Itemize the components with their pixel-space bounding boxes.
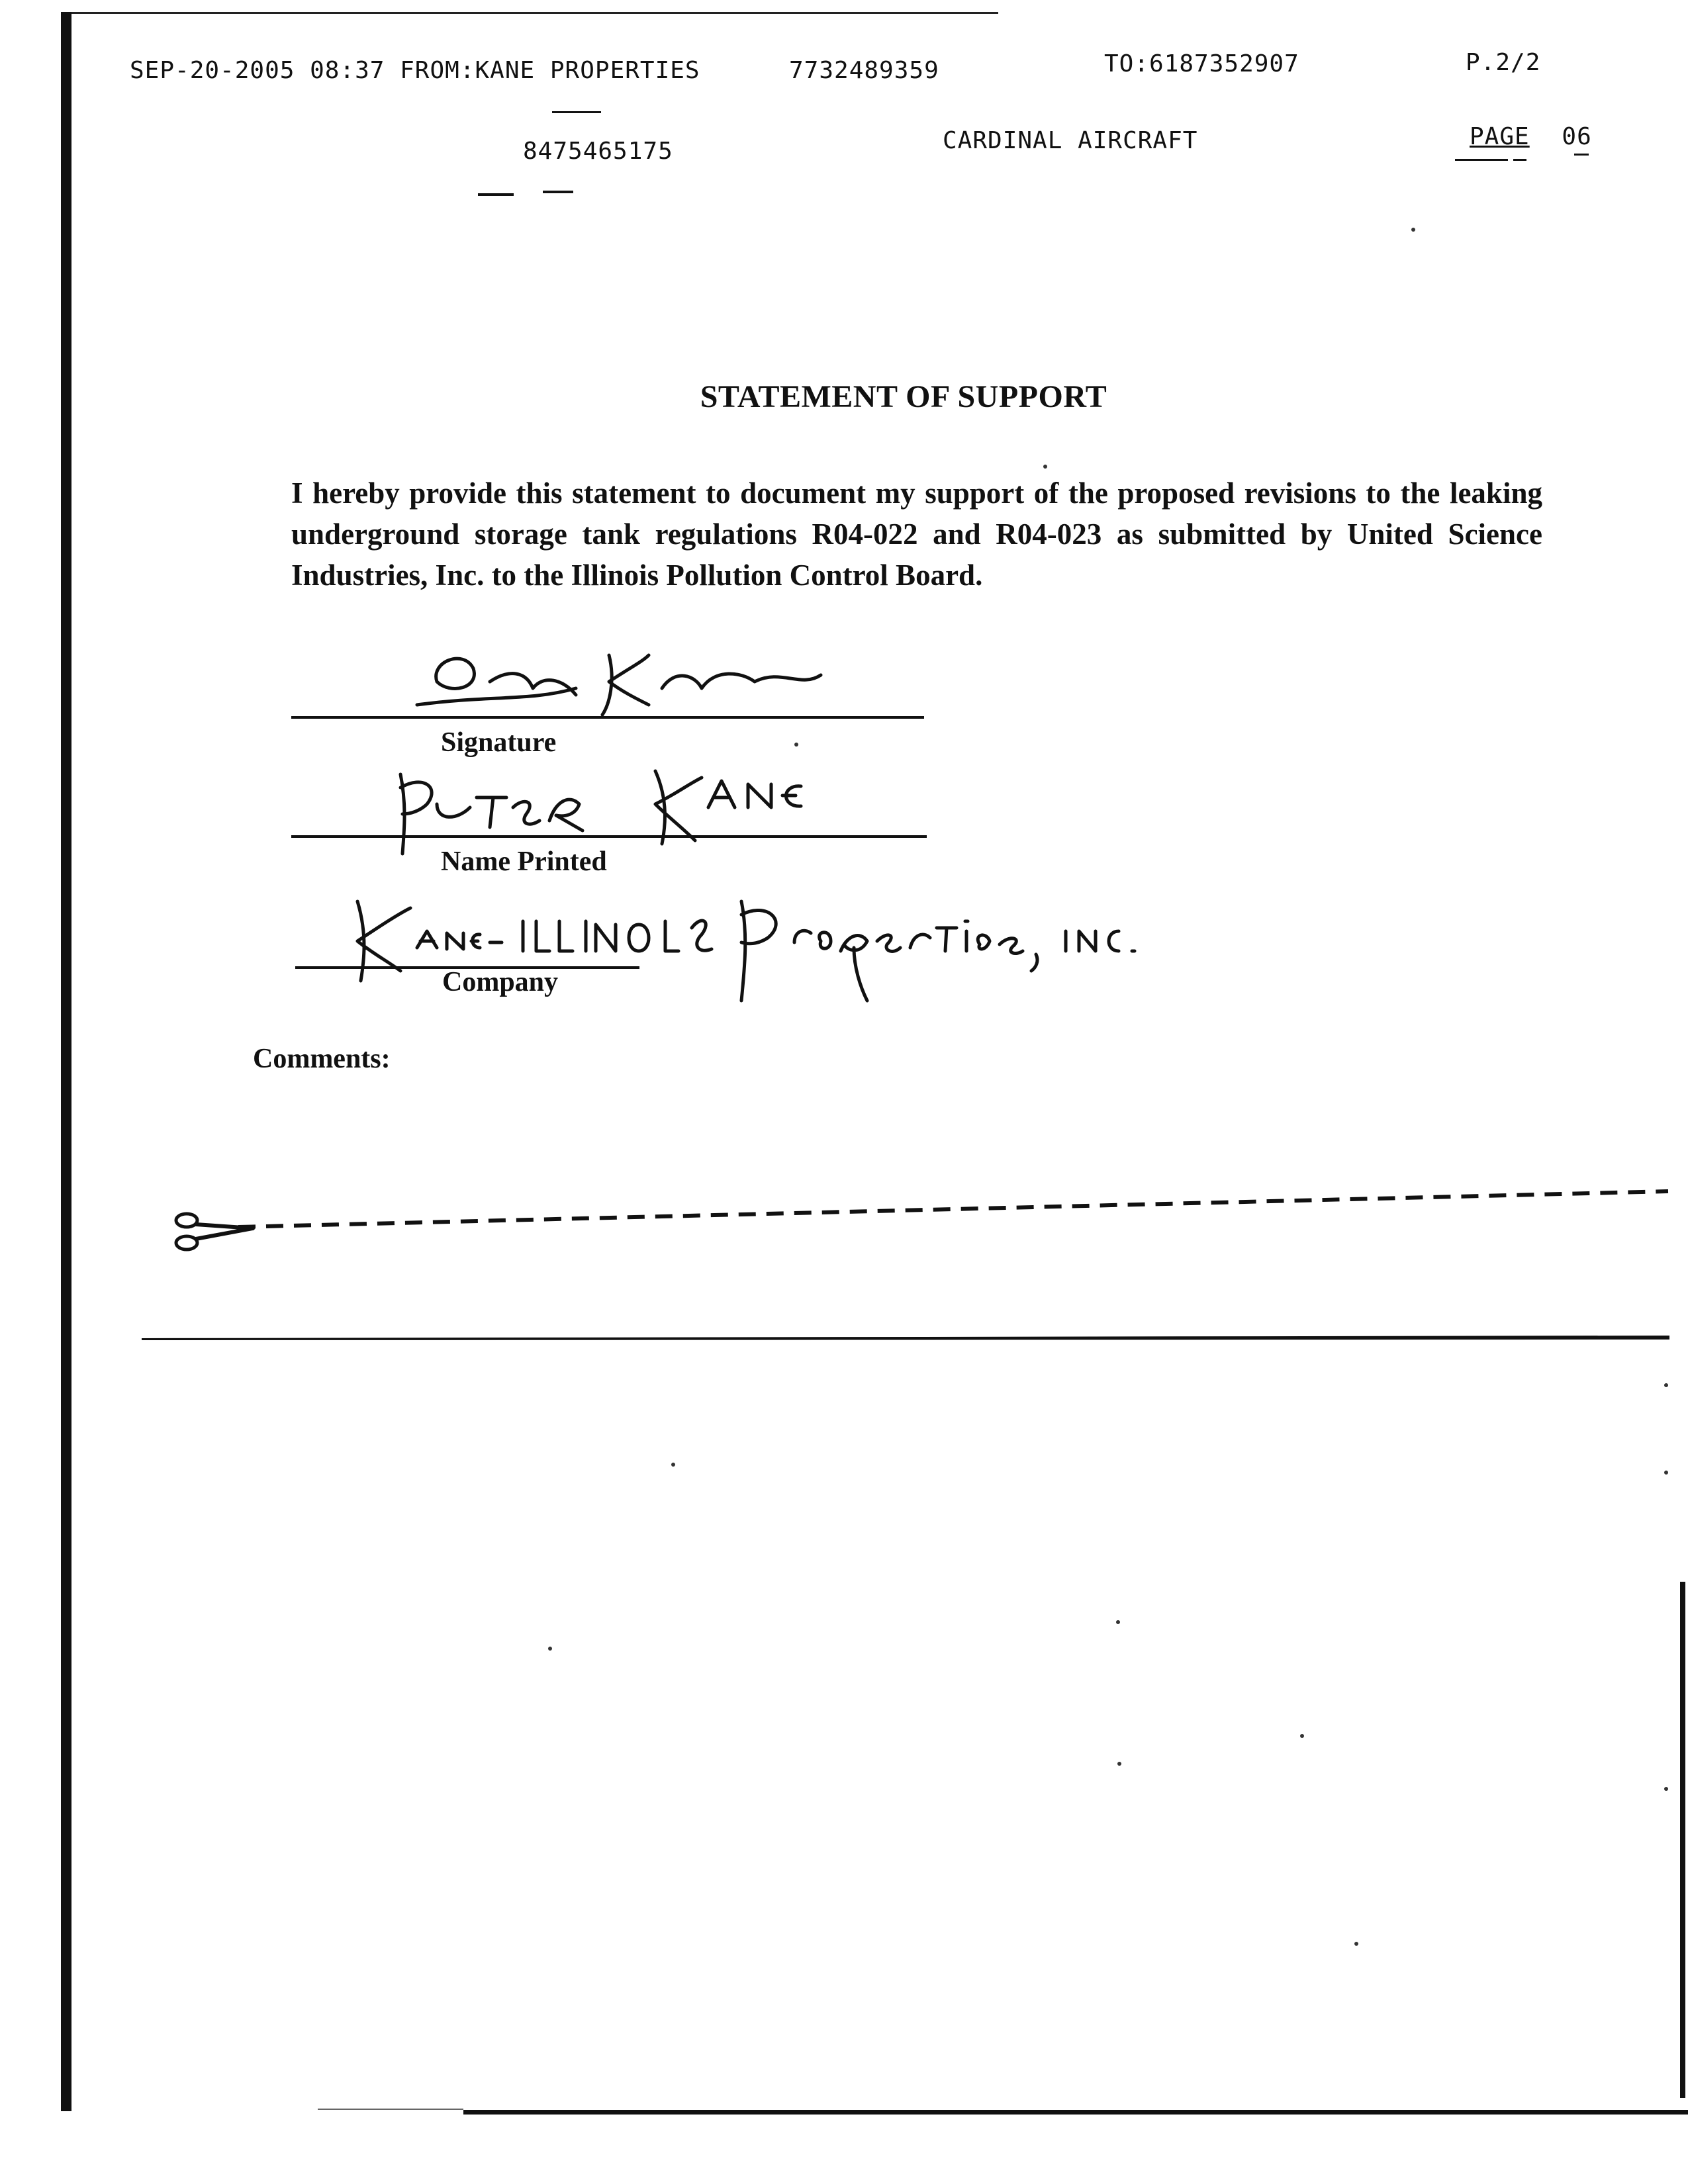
fax-header-page: P.2/2 [1466, 49, 1541, 76]
scan-speck [1117, 1762, 1121, 1766]
scan-mark [552, 111, 601, 113]
page-edge-bottom-thin [318, 2109, 463, 2110]
comments-label: Comments: [253, 1044, 391, 1074]
name-printed-line [291, 835, 927, 838]
signature-caption: Signature [441, 727, 557, 758]
scan-speck [1664, 1383, 1668, 1387]
page-edge-top [71, 12, 998, 14]
scan-speck [1664, 1471, 1668, 1475]
fax-subheader-name: CARDINAL AIRCRAFT [943, 127, 1198, 154]
scan-mark [1513, 159, 1526, 161]
fax-header-phone: 7732489359 [789, 57, 939, 84]
fax-header-from: SEP-20-2005 08:37 FROM:KANE PROPERTIES [130, 57, 700, 84]
fax-subheader-page-label: PAGE [1470, 123, 1530, 150]
scissors-icon [173, 1208, 259, 1255]
scan-speck [1354, 1942, 1358, 1946]
scan-mark [543, 191, 573, 193]
document-title: STATEMENT OF SUPPORT [700, 379, 1107, 414]
scan-speck [1300, 1734, 1304, 1738]
scan-speck [1043, 465, 1047, 469]
company-caption: Company [442, 967, 559, 997]
scan-speck [671, 1463, 675, 1467]
fax-header-to: TO:6187352907 [1104, 50, 1299, 77]
scan-mark [1574, 154, 1589, 156]
scan-speck [548, 1647, 552, 1651]
scan-speck [1116, 1620, 1120, 1624]
name-printed-caption: Name Printed [441, 846, 607, 877]
fax-subheader-phone: 8475465175 [523, 138, 673, 165]
scan-speck [1664, 1787, 1668, 1791]
scan-speck [1411, 228, 1415, 232]
signature-line [291, 716, 924, 719]
scan-mark [1455, 159, 1508, 161]
page-edge-right [1680, 1582, 1685, 2098]
fax-subheader-page-number: 06 [1562, 123, 1592, 150]
horizontal-divider [142, 1333, 1669, 1341]
signature-handwriting [410, 642, 887, 721]
scan-mark [478, 193, 514, 196]
fax-subheader-page [1470, 123, 1592, 150]
scan-speck [794, 743, 798, 747]
page-edge-left [61, 12, 71, 2111]
page-edge-bottom [463, 2110, 1688, 2115]
statement-paragraph: I hereby provide this statement to document my support of the proposed revisions to the leaking underground storage tank regulations R04-022 and R04-023 as submitted by United Science Industries, Inc. to the Illinois Pollution Control Board. [291, 477, 1542, 592]
